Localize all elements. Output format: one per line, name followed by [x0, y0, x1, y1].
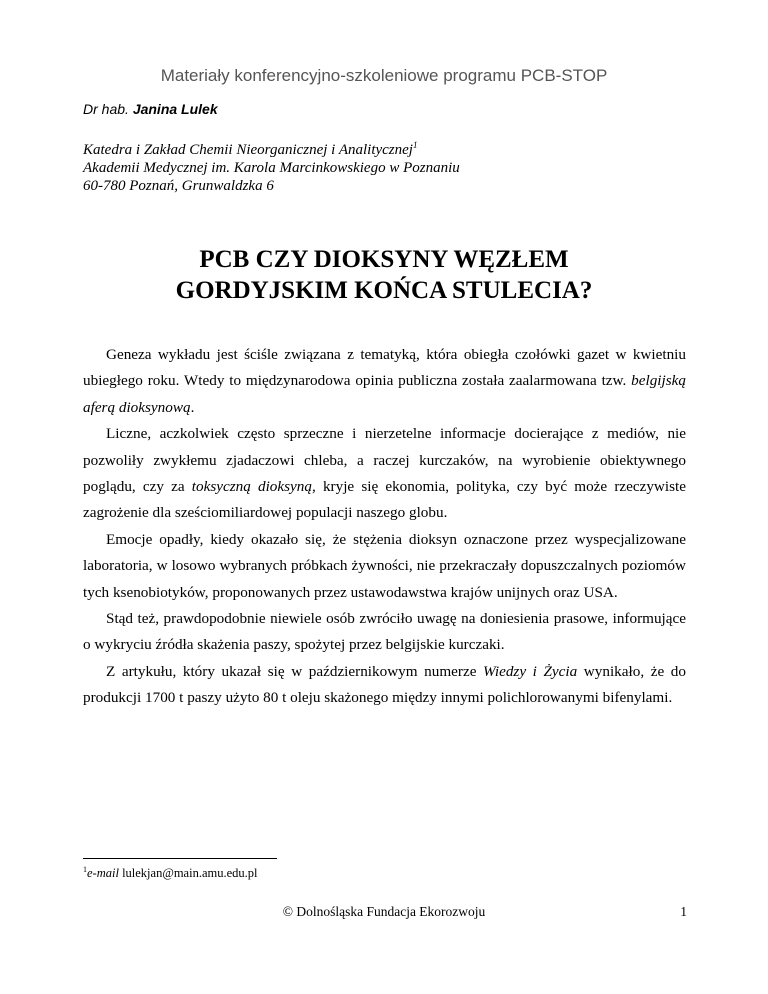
footnote-mark: 1 — [83, 865, 87, 874]
affiliation-line-1 — [83, 141, 460, 159]
footnote-email: lulekjan@main.amu.edu.pl — [118, 866, 258, 880]
author-name: Janina Lulek — [132, 101, 218, 117]
paragraph-5-emphasis: Wiedzy i Życia — [483, 662, 578, 680]
title-line-2: GORDYJSKIM KOŃCA STULECIA? — [175, 277, 593, 304]
affiliation-line-2: Akademii Medycznej im. Karola Marcinkowskiego w Poznaniu — [83, 160, 460, 176]
paragraph-5-text: Z artykułu, który ukazał się w październikowym numerze — [106, 662, 484, 680]
affiliation-department: Katedra i Zakład Chemii Nieorganicznej i Analitycznej — [83, 142, 413, 158]
author-line — [83, 101, 218, 117]
running-header: Materiały konferencyjno-szkoleniowe programu PCB-STOP — [160, 66, 608, 85]
paragraph-1-end: . — [190, 398, 195, 416]
page-footer: © Dolnośląska Fundacja Ekorozwoju — [282, 904, 486, 919]
page-number: 1 — [680, 904, 687, 919]
title-line-1: PCB CZY DIOKSYNY WĘZŁEM — [199, 246, 569, 273]
author-prefix: Dr hab. — [83, 101, 133, 117]
paragraph-3: Emocje opadły, kiedy okazało się, że stężenia dioksyn oznaczone przez wyspecjalizowane laboratoria, w losowo wybranych próbkach żywności, nie przekraczały dopuszczalnych poziomów tych ksenobiotyków, proponowanych przez ustawodawstwa krajów unijnych oraz USA. — [83, 530, 686, 601]
footnote-reference: 1 — [412, 140, 418, 150]
paragraph-1-emphasis: belgijską aferą dioksynową — [83, 372, 686, 416]
paragraph-2-text: Liczne, aczkolwiek często sprzeczne i nierzetelne informacje docierające z mediów, nie pozwoliły zwykłemu zjadaczowi chleba, a raczej kurczaków, na wyrobienie obiektywnego poglądu, czy za — [83, 425, 686, 496]
affiliation-address: 60-780 Poznań, Grunwaldzka 6 — [83, 178, 274, 194]
paragraph-1-text: Geneza wykładu jest ściśle związana z tematyką, która obiegła czołówki gazet w kwietniu ubiegłego roku. Wtedy to międzynarodowa opinia publiczna została zaalarmowana tzw. — [83, 346, 686, 390]
paragraph-5 — [83, 659, 686, 712]
affiliation-block — [83, 141, 460, 195]
paragraph-2-end: , kryje się ekonomia, polityka, czy być może rzeczywiste zagrożenie dla sześciomiliardowej populacji naszego globu. — [83, 478, 686, 522]
paragraph-5-end: wynikało, że do produkcji 1700 t paszy użyto 80 t oleju skażonego między innymi polichlorowanymi bifenylami. — [83, 662, 686, 707]
paragraph-2-emphasis: toksyczną dioksyną — [191, 478, 312, 496]
paragraph-4: Stąd też, prawdopodobnie niewiele osób zwróciło uwagę na doniesienia prasowe, informujące o wykryciu źródła skażenia paszy, spożytej przez belgijskie kurczaki. — [83, 610, 686, 654]
footnote-label: e-mail — [87, 866, 119, 880]
paragraph-1 — [83, 342, 686, 421]
body-text — [83, 342, 686, 712]
footnote — [83, 866, 258, 881]
document-title — [0, 244, 768, 306]
footnote-divider — [83, 858, 277, 859]
paragraph-2 — [83, 421, 686, 527]
